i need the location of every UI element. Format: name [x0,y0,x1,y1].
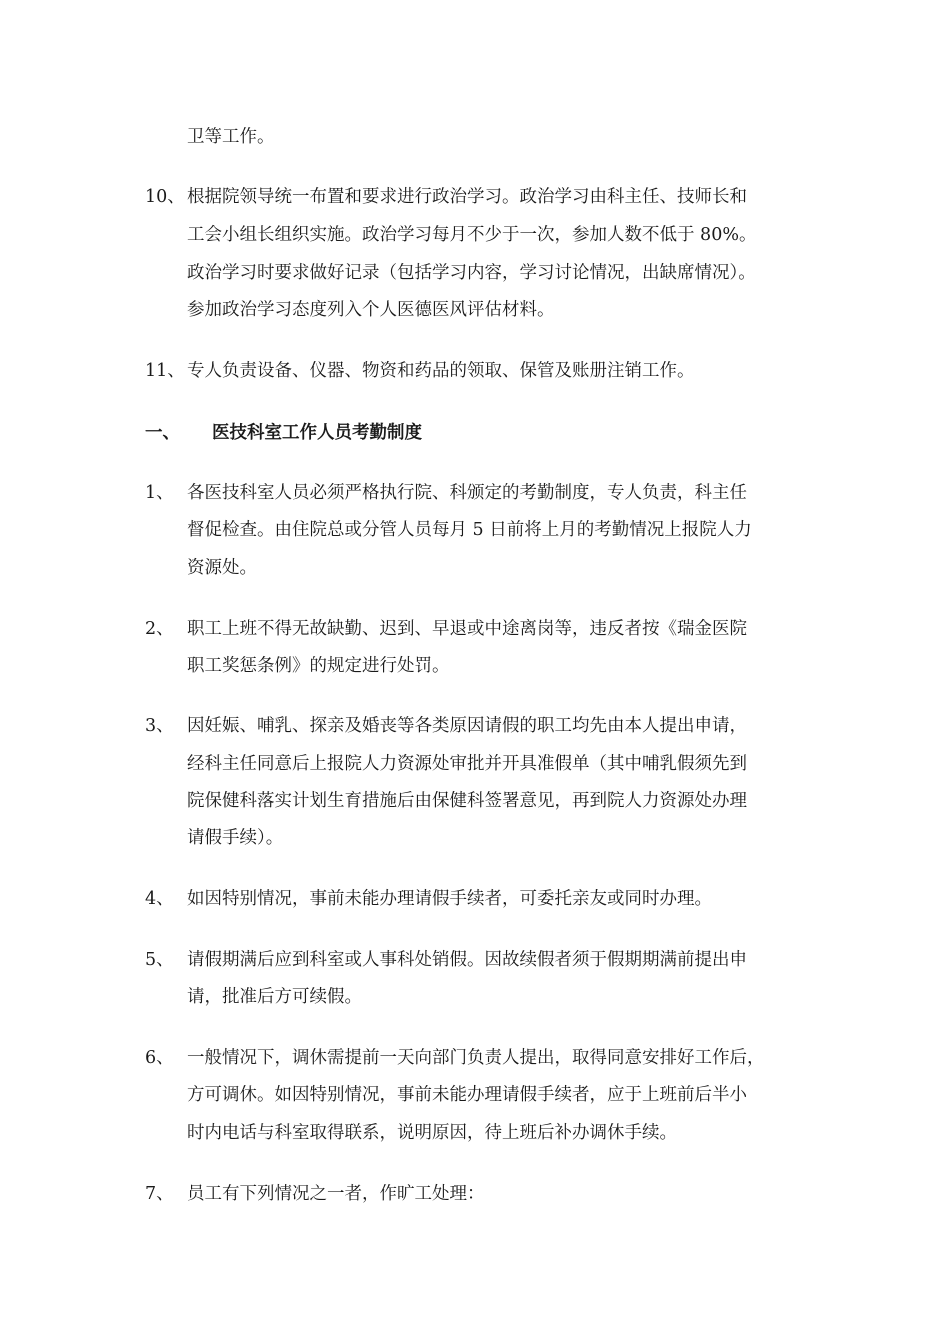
item-1-number: 1、 [145,483,174,503]
item-3-line-4: 请假手续）。 [187,828,284,848]
item-3-line-3: 院保健科落实计划生育措施后由保健科签署意见，再到院人力资源处办理 [187,791,747,811]
item-6-line-3: 时内电话与科室取得联系，说明原因，待上班后补办调休手续。 [187,1123,677,1143]
item-6-line-1: 一般情况下，调休需提前一天向部门负责人提出，取得同意安排好工作后， [187,1048,765,1068]
item-2-line-1: 职工上班不得无故缺勤、迟到、早退或中途离岗等，违反者按《瑞金医院 [187,619,747,639]
item-7-line-1: 员工有下列情况之一者，作旷工处理： [187,1184,485,1204]
item-6-number: 6、 [145,1048,174,1068]
item-6-line-2: 方可调休。如因特别情况，事前未能办理请假手续者，应于上班前后半小 [187,1085,747,1105]
item-10-line-1: 根据院领导统一布置和要求进行政治学习。政治学习由科主任、技师长和 [187,187,747,207]
item-10-line-4: 参加政治学习态度列入个人医德医风评估材料。 [187,300,555,320]
item-4-number: 4、 [145,889,174,909]
item-2-number: 2、 [145,619,174,639]
item-5-number: 5、 [145,950,174,970]
item-10-line-2: 工会小组长组织实施。政治学习每月不少于一次，参加人数不低于 80%。 [187,225,757,245]
item-10-number: 10、 [145,187,185,207]
item-5-line-2: 请，批准后方可续假。 [187,987,362,1007]
item-1-line-2: 督促检查。由住院总或分管人员每月 5 日前将上月的考勤情况上报院人力 [187,520,752,540]
item-1-line-1: 各医技科室人员必须严格执行院、科颁定的考勤制度，专人负责，科主任 [187,483,747,503]
item-3-number: 3、 [145,716,174,736]
section-number: 一、 [145,423,180,443]
item-3-line-2: 经科主任同意后上报院人力资源处审批并开具准假单（其中哺乳假须先到 [187,754,747,774]
item-7-number: 7、 [145,1184,174,1204]
section-title: 医技科室工作人员考勤制度 [212,423,422,443]
item-1-line-3: 资源处。 [187,558,257,578]
item-11-line-1: 专人负责设备、仪器、物资和药品的领取、保管及账册注销工作。 [187,361,695,381]
item-11-number: 11、 [145,361,185,381]
item-3-line-1: 因妊娠、哺乳、探亲及婚丧等各类原因请假的职工均先由本人提出申请， [187,716,747,736]
item-4-line-1: 如因特别情况，事前未能办理请假手续者，可委托亲友或同时办理。 [187,889,712,909]
item-5-line-1: 请假期满后应到科室或人事科处销假。因故续假者须于假期期满前提出申 [187,950,747,970]
item-2-line-2: 职工奖惩条例》的规定进行处罚。 [187,656,450,676]
item-10-line-3: 政治学习时要求做好记录（包括学习内容，学习讨论情况，出缺席情况）。 [187,263,756,283]
continuation-line: 卫等工作。 [187,127,275,147]
